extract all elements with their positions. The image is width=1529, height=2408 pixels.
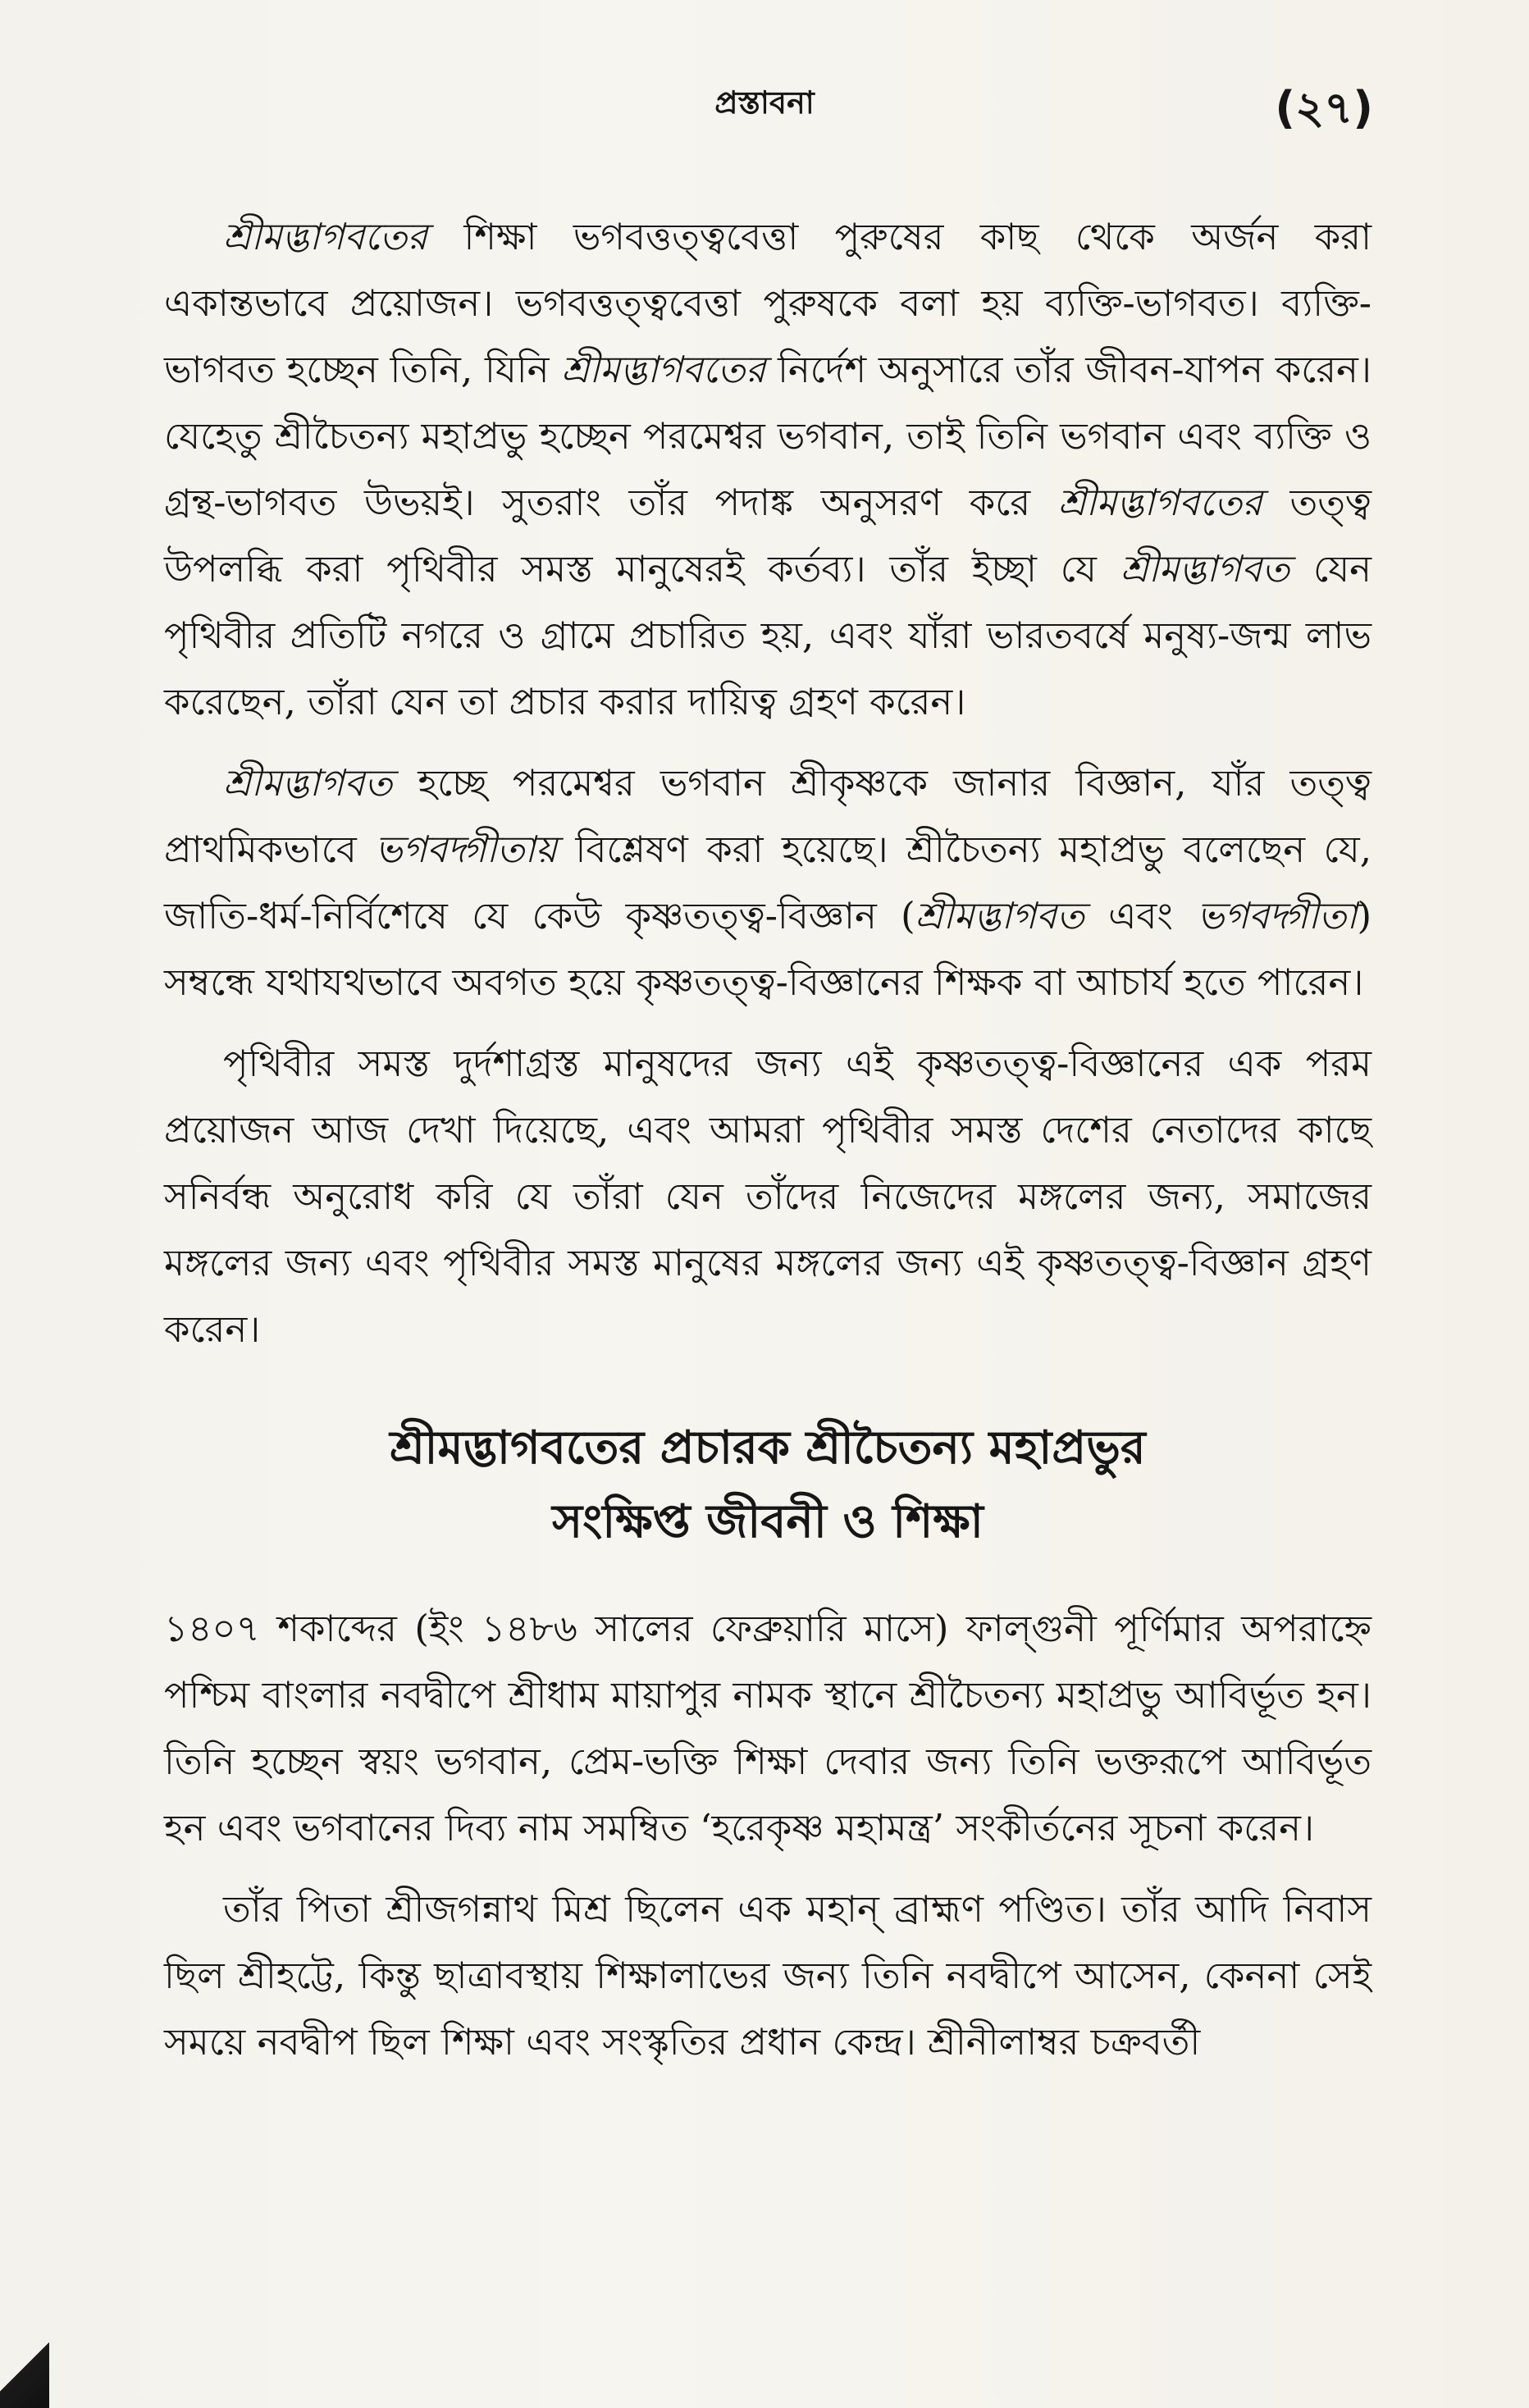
paragraph bbox=[164, 203, 1372, 735]
section-heading-line1: শ্রীমদ্ভাগবতের প্রচারক শ্রীচৈতন্য মহাপ্রভুর bbox=[390, 1421, 1146, 1475]
section-heading bbox=[164, 1412, 1372, 1559]
page-corner-shadow bbox=[0, 2293, 49, 2408]
text-run: ) সম্বন্ধে যথাযথভাবে অবগত হয়ে কৃষ্ণতত্ত্ব-বিজ্ঞানের শিক্ষক বা আচার্য হতে পারেন। bbox=[164, 894, 1372, 1004]
italic-term: শ্রীমদ্ভাগবত bbox=[223, 761, 393, 805]
italic-term: ভগবদ্গীতা bbox=[1197, 894, 1358, 937]
paragraph bbox=[164, 1030, 1372, 1362]
italic-term: শ্রীমদ্ভাগবতের bbox=[223, 215, 428, 258]
intro-paragraphs bbox=[164, 203, 1372, 1362]
text-run: শিক্ষা ভগবত্তত্ত্ববেত্তা পুরুষের কাছ থেকে অর্জন করা একান্তভাবে প্রয়োজন। ভগবত্তত্ত্ববেত্তা পুরুষকে বলা হয় ব্যক্তি-ভাগবত। ব্যক্তি-ভাগবত হচ্ছেন তিনি, যিনি bbox=[164, 215, 1372, 391]
section-heading-line2: সংক্ষিপ্ত জীবনী ও শিক্ষা bbox=[552, 1495, 984, 1548]
text-run: যেন পৃথিবীর প্রতিটি নগরে ও গ্রামে প্রচারিত হয়, এবং যাঁরা ভারতবর্ষে মনুষ্য-জন্ম লাভ করেছেন, তাঁরা যেন তা প্রচার করার দায়িত্ব গ্রহণ করেন। bbox=[164, 547, 1372, 723]
running-head: প্রস্তাবনা bbox=[714, 84, 815, 121]
text-run: তত্ত্ব উপলব্ধি করা পৃথিবীর সমস্ত মানুষেরই কর্তব্য। তাঁর ইচ্ছা যে bbox=[164, 481, 1372, 591]
section-paragraph: তাঁর পিতা শ্রীজগন্নাথ মিশ্র ছিলেন এক মহান্ ব্রাহ্মণ পণ্ডিত। তাঁর আদি নিবাস ছিল শ্রীহট্টে, কিন্তু ছাত্রাবস্থায় শিক্ষালাভের জন্য তিনি নবদ্বীপে আসেন, কেননা সেই সময়ে নবদ্বীপ ছিল শিক্ষা এবং সংস্কৃতির প্রধান কেন্দ্র। শ্রীনীলাম্বর চক্রবর্তী bbox=[164, 1887, 1372, 2064]
italic-term: শ্রীমদ্ভাগবত bbox=[1120, 547, 1290, 591]
page-number: (২৭) bbox=[1275, 82, 1373, 134]
text-run: বিশ্লেষণ করা হয়েছে। শ্রীচৈতন্য মহাপ্রভু বলেছেন যে, জাতি-ধর্ম-নির্বিশেষে যে কেউ কৃষ্ণতত্ত্ব-বিজ্ঞান ( bbox=[164, 828, 1372, 937]
section-paragraphs bbox=[164, 1595, 1372, 2075]
italic-term: শ্রীমদ্ভাগবতের bbox=[1057, 481, 1262, 524]
text-run: এবং bbox=[1084, 894, 1198, 937]
page-body bbox=[164, 203, 1372, 2090]
text-run: পৃথিবীর সমস্ত দুর্দশাগ্রস্ত মানুষদের জন্য এই কৃষ্ণতত্ত্ব-বিজ্ঞানের এক পরম প্রয়োজন আজ দেখা দিয়েছে, এবং আমরা পৃথিবীর সমস্ত দেশের নেতাদের কাছে সনির্বন্ধ অনুরোধ করি যে তাঁরা যেন তাঁদের নিজেদের মঙ্গলের জন্য, সমাজের মঙ্গলের জন্য এবং পৃথিবীর সমস্ত মানুষের মঙ্গলের জন্য এই কৃষ্ণতত্ত্ব-বিজ্ঞান গ্রহণ করেন। bbox=[164, 1042, 1372, 1351]
italic-term: শ্রীমদ্ভাগবতের bbox=[561, 348, 766, 391]
text-run: নির্দেশ অনুসারে তাঁর জীবন-যাপন করেন। যেহেতু শ্রীচৈতন্য মহাপ্রভু হচ্ছেন পরমেশ্বর ভগবান, তাই তিনি ভগবান এবং ব্যক্তি ও গ্রন্থ-ভাগবত উভয়ই। সুতরাং তাঁর পদাঙ্ক অনুসরণ করে bbox=[164, 348, 1372, 524]
page-header bbox=[0, 79, 1529, 136]
section-paragraph: ১৪০৭ শকাব্দের (ইং ১৪৮৬ সালের ফেব্রুয়ারি মাসে) ফাল্গুনী পূর্ণিমার অপরাহ্নে পশ্চিম বাংলার নবদ্বীপে শ্রীধাম মায়াপুর নামক স্থানে শ্রীচৈতন্য মহাপ্রভু আবির্ভূত হন। তিনি হচ্ছেন স্বয়ং ভগবান, প্রেম-ভক্তি শিক্ষা দেবার জন্য তিনি ভক্তরূপে আবির্ভূত হন এবং ভগবানের দিব্য নাম সমম্বিত ‘হরেকৃষ্ণ মহামন্ত্র’ সংকীর্তনের সূচনা করেন। bbox=[164, 1607, 1372, 1849]
italic-term: শ্রীমদ্ভাগবত bbox=[915, 894, 1084, 937]
paragraph bbox=[164, 750, 1372, 1015]
text-run: হচ্ছে পরমেশ্বর ভগবান শ্রীকৃষ্ণকে জানার বিজ্ঞান, যাঁর তত্ত্ব প্রাথমিকভাবে bbox=[164, 761, 1372, 871]
italic-term: ভগবদ্গীতায় bbox=[375, 828, 558, 871]
